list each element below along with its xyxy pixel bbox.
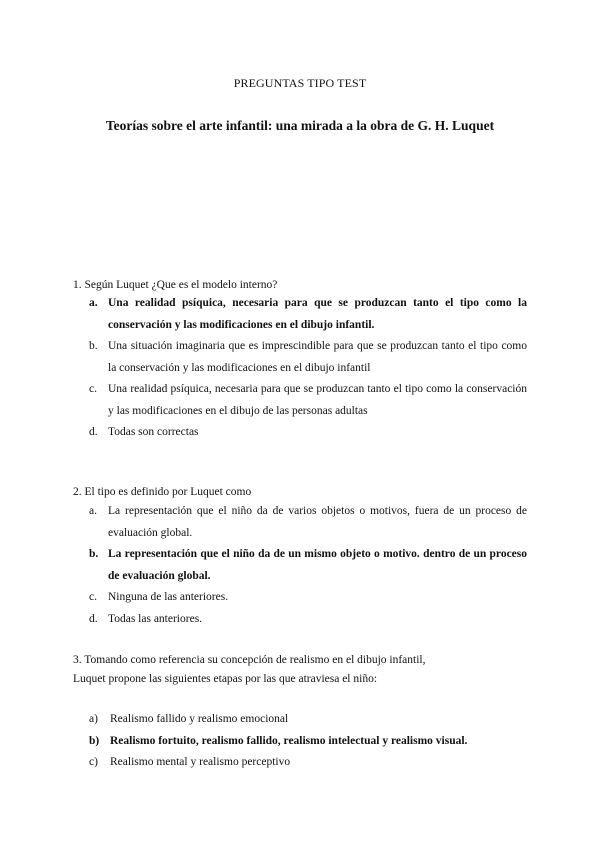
- option-text: Una realidad psíquica, necesaria para que se produzcan tanto el tipo como la conservación y las modificaciones en el dibujo infantil.: [108, 297, 527, 331]
- option-text: Realismo mental y realismo perceptivo: [110, 756, 291, 768]
- document-header: PREGUNTAS TIPO TEST: [233, 76, 367, 90]
- option-label: b.: [89, 340, 98, 352]
- option-label: d.: [89, 426, 98, 438]
- question-3-prompt-line1: 3. Tomando como referencia su concepción de realismo en el dibujo infantil,: [73, 654, 426, 666]
- question-2-option-a[interactable]: [89, 501, 527, 544]
- option-text: Una realidad psíquica, necesaria para que se produzcan tanto el tipo como la conservación y las modificaciones en el dibujo de las personas adultas: [108, 383, 527, 417]
- option-label: b.: [89, 548, 99, 560]
- question-2-prompt: 2. El tipo es definido por Luquet como: [73, 486, 252, 498]
- question-1-prompt: 1. Según Luquet ¿Que es el modelo interno?: [73, 279, 278, 291]
- option-text: Realismo fortuito, realismo fallido, realismo intelectual y realismo visual.: [110, 734, 468, 747]
- option-label: b): [89, 734, 100, 747]
- option-label: c.: [89, 383, 97, 395]
- question-3-prompt-line2: Luquet propone las siguientes etapas por las que atraviesa el niño:: [73, 673, 378, 685]
- option-label: c): [89, 756, 98, 768]
- option-text: La representación que el niño da de un mismo objeto o motivo. dentro de un proceso de evaluación global.: [108, 548, 527, 582]
- option-label: a.: [89, 505, 97, 517]
- option-text: Una situación imaginaria que es imprescindible para que se produzcan tanto el tipo como la conservación y las modificaciones en el dibujo infantil: [108, 340, 527, 374]
- option-text: Realismo fallido y realismo emocional: [110, 713, 289, 725]
- question-1-option-b[interactable]: [89, 336, 527, 379]
- question-3-option-c[interactable]: [89, 752, 527, 774]
- question-1-option-c[interactable]: [89, 379, 527, 422]
- document-title: Teorías sobre el arte infantil: una mirada a la obra de G. H. Luquet: [105, 118, 495, 133]
- question-2-options: [89, 501, 527, 630]
- question-3-option-a[interactable]: [89, 709, 527, 731]
- question-2-option-d[interactable]: [89, 609, 527, 631]
- question-3-option-b[interactable]: [89, 731, 527, 753]
- option-text: Todas son correctas: [108, 426, 199, 438]
- option-text: Todas las anteriores.: [108, 612, 203, 625]
- option-label: c.: [89, 591, 97, 603]
- question-1-option-d[interactable]: [89, 422, 527, 444]
- question-3-options: [89, 709, 527, 774]
- question-1-option-a[interactable]: [89, 293, 527, 336]
- question-2-option-c[interactable]: [89, 587, 527, 609]
- option-label: a.: [89, 297, 98, 309]
- question-2-option-b[interactable]: [89, 544, 527, 587]
- option-label: d.: [89, 612, 98, 625]
- question-1-options: [89, 293, 527, 444]
- option-text: La representación que el niño da de varios objetos o motivos, fuera de un proceso de evaluación global.: [108, 505, 527, 539]
- option-text: Ninguna de las anteriores.: [108, 591, 229, 603]
- option-label: a): [89, 713, 98, 725]
